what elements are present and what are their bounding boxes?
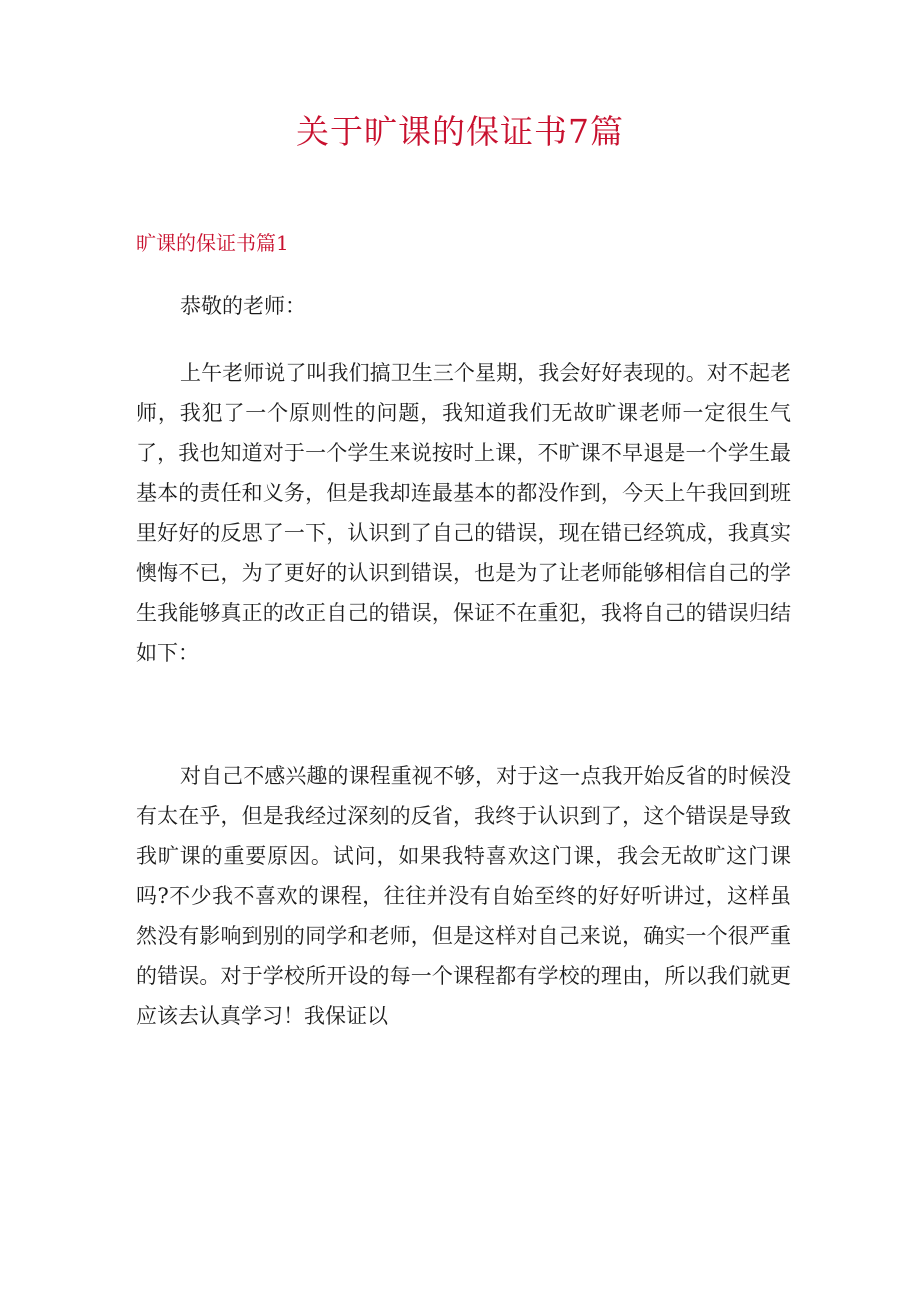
document-title: 关于旷课的保证书7篇 — [296, 112, 624, 151]
body-paragraph: 上午老师说了叫我们搞卫生三个星期，我会好好表现的。对不起老师，我犯了一个原则性的问题，我知道我们无故旷课老师一定很生气了，我也知道对于一个学生来说按时上课，不旷课不早退是一个学生最基本的责任和义务，但是我却连最基本的都没作到，今天上午我回到班里好好的反思了一下，认识到了自己的错误，现在错已经筑成，我真实懊悔不已，为了更好的认识到错误，也是为了让老师能够相信自己的学生我能够真正的改正自己的错误，保证不在重犯，我将自己的错误归结如下： — [136, 361, 791, 665]
body-paragraph: 对自己不感兴趣的课程重视不够，对于这一点我开始反省的时候没有太在乎，但是我经过深刻的反省，我终于认识到了，这个错误是导致我旷课的重要原因。试问，如果我特喜欢这门课，我会无故旷这门课吗?不少我不喜欢的课程，往往并没有自始至终的好好听讲过，这样虽然没有影响到别的同学和老师，但是这样对自己来说，确实一个很严重的错误。对于学校所开设的每一个课程都有学校的理由，所以我们就更应该去认真学习！我保证以 — [136, 764, 791, 1028]
section-heading: 旷课的保证书篇1 — [136, 231, 289, 255]
salutation: 恭敬的老师： — [180, 294, 306, 318]
